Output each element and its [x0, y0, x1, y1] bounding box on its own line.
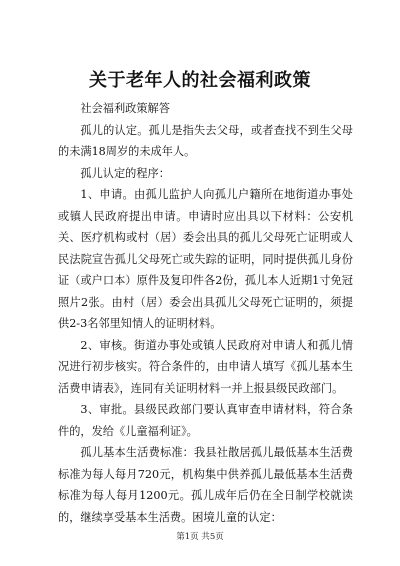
paragraph: 2、审核。街道办事处或镇人民政府对申请人和孤儿情况进行初步核实。符合条件的，由申请人填写《孤儿基本生活费申请表》，连同有关证明材料一并上报县级民政部门。	[58, 338, 353, 395]
paragraph: 孤儿认定的程序：	[80, 166, 170, 180]
paragraph: 社会福利政策解答	[80, 102, 170, 115]
paragraph: 孤儿的认定。孤儿是指失去父母，或者查找不到生父母的未满18周岁的未成年人。	[58, 123, 353, 158]
paragraph: 孤儿基本生活费标准：我县社散居孤儿最低基本生活费标准为每人每月720元，机构集中供养孤儿最低基本生活费标准为每人每月1200元。孤儿成年后仍在全日制学校就读的，继续享受基本生活费。困境儿童的认定：	[58, 446, 353, 524]
paragraph: 3、审批。县级民政部门要认真审查申请材料，符合条件的，发给《儿童福利证》。	[58, 403, 353, 438]
document-body	[58, 98, 353, 528]
document-title: 关于老年人的社会福利政策	[89, 70, 311, 91]
paragraph: 1、申请。由孤儿监护人向孤儿户籍所在地街道办事处或镇人民政府提出申请。申请时应出具以下材料：公安机关、医疗机构或村（居）委会出具的孤儿父母死亡证明或人民法院宣告孤儿父母死亡或失踪的证明，同时提供孤儿身份证（或户口本）原件及复印件各2份，孤儿本人近期1寸免冠照片2张。由村（居）委会出具孤儿父母死亡证明的，须提供2-3名邻里知情人的证明材料。	[58, 188, 353, 330]
page-footer: 第1页 共5页	[176, 532, 224, 542]
